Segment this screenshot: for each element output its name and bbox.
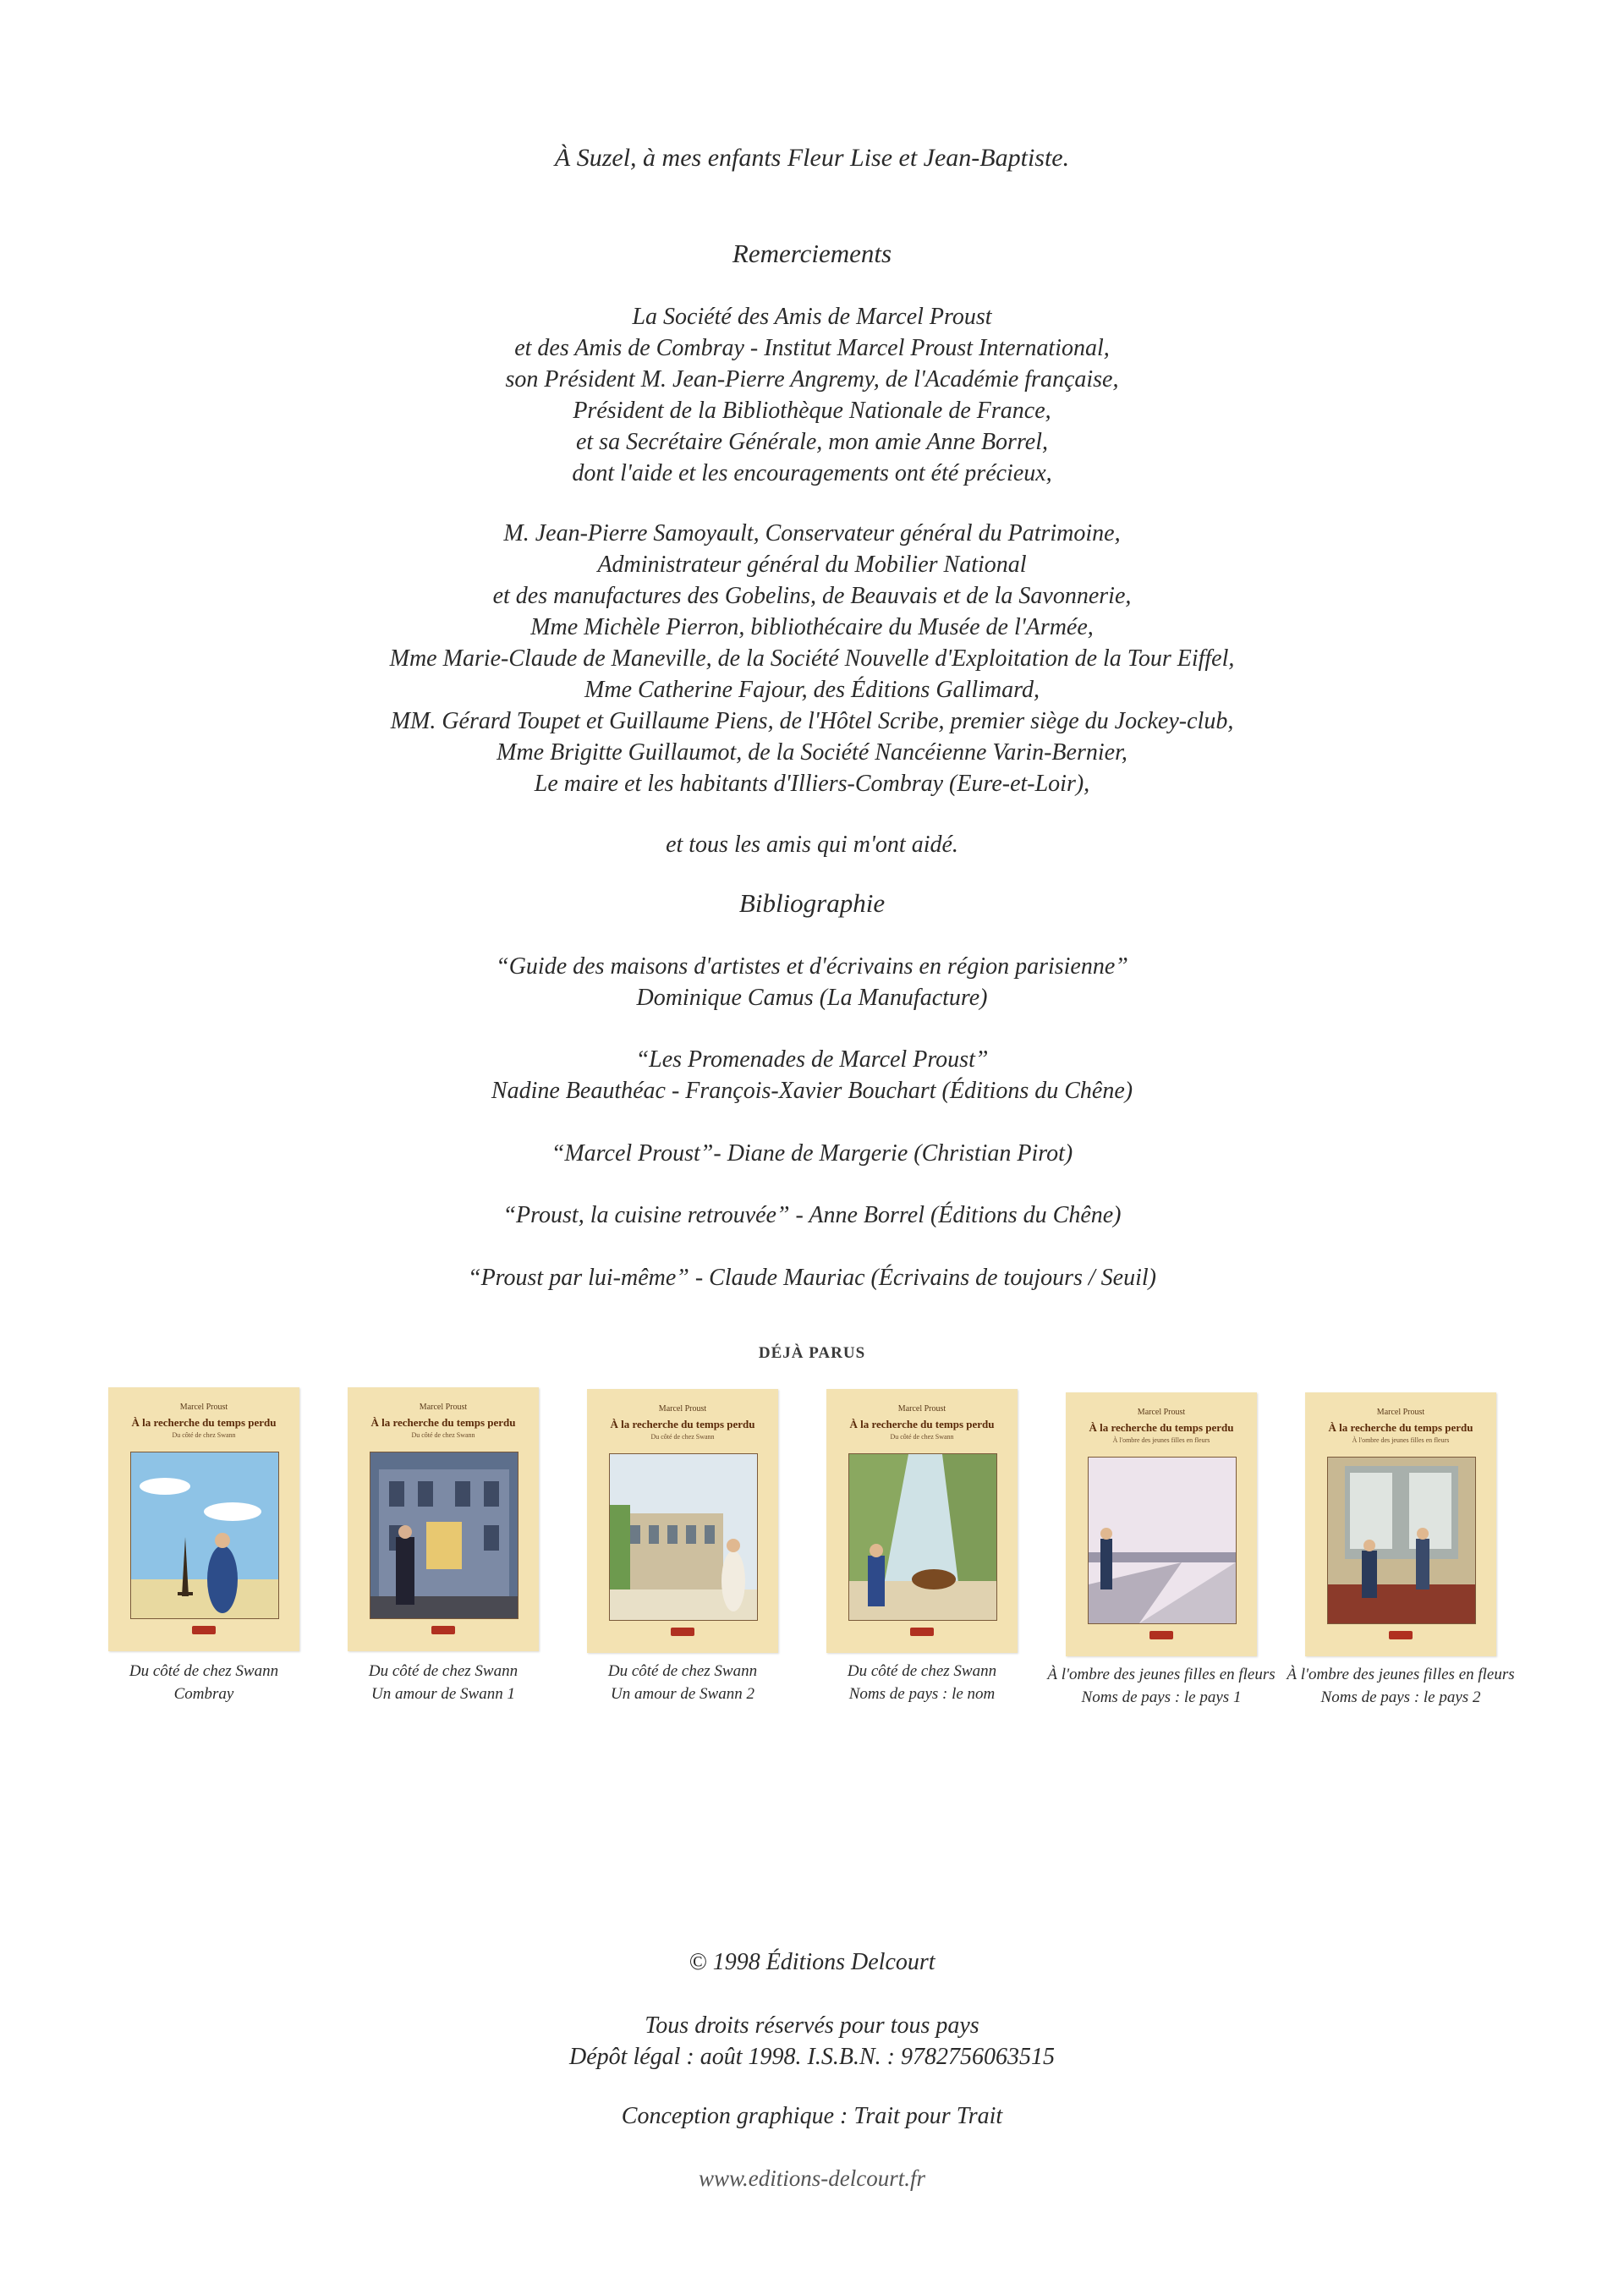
ack-line: dont l'aide et les encouragements ont été précieux,: [572, 460, 1052, 486]
bibliography-entry: [0, 1200, 1624, 1231]
book-title: Du côté de chez Swann: [847, 1662, 997, 1680]
bib-title: “Marcel Proust”- Diane de Margerie (Christian Pirot): [551, 1140, 1073, 1167]
book-cover: [348, 1387, 539, 1651]
cover-subtitle: À l'ombre des jeunes filles en fleurs: [1112, 1436, 1210, 1444]
cover-author: Marcel Proust: [419, 1403, 468, 1412]
book-cover: [1305, 1392, 1496, 1656]
cover-author: Marcel Proust: [1376, 1408, 1425, 1417]
acknowledgements-block-1: [0, 301, 1624, 489]
cover-illustration: [130, 1452, 279, 1619]
bib-title: “Proust, la cuisine retrouvée” - Anne Borrel (Éditions du Chêne): [502, 1202, 1122, 1228]
book-caption: [1271, 1663, 1530, 1709]
acknowledgements-heading: Remerciements: [732, 239, 892, 268]
publisher-logo: [1389, 1631, 1413, 1639]
copyright-notice: © 1998 Éditions Delcourt: [689, 1949, 935, 1975]
graphic-design-credit: Conception graphique : Trait pour Trait: [621, 2103, 1003, 2129]
book-title: Du côté de chez Swann: [607, 1662, 758, 1680]
cover-series: À la recherche du temps perdu: [849, 1418, 995, 1430]
cover-series: À la recherche du temps perdu: [610, 1418, 755, 1430]
bibliography-entry: [0, 951, 1624, 1013]
book-title: Du côté de chez Swann: [368, 1662, 518, 1680]
book-title: À l'ombre des jeunes filles en fleurs: [1287, 1666, 1515, 1683]
book-cover: [108, 1387, 299, 1651]
ack-line: et des manufactures des Gobelins, de Beauvais et de la Savonnerie,: [492, 583, 1132, 609]
book-subtitle: Noms de pays : le nom: [848, 1685, 996, 1703]
publisher-logo: [431, 1626, 455, 1634]
cover-subtitle: À l'ombre des jeunes filles en fleurs: [1352, 1436, 1450, 1444]
acknowledgements-closing: et tous les amis qui m'ont aidé.: [666, 832, 958, 858]
bibliography-entry: [0, 1138, 1624, 1169]
book-subtitle: Combray: [173, 1685, 234, 1703]
ack-line: Mme Marie-Claude de Maneville, de la Société Nouvelle d'Exploitation de la Tour Eiffel,: [389, 645, 1235, 672]
ack-line: La Société des Amis de Marcel Proust: [632, 304, 992, 330]
ack-line: son Président M. Jean-Pierre Angremy, de l'Académie française,: [505, 366, 1119, 393]
book-title: Du côté de chez Swann: [129, 1662, 279, 1680]
bib-title: “Guide des maisons d'artistes et d'écrivains en région parisienne”: [496, 953, 1128, 980]
cover-illustration: [1088, 1457, 1237, 1624]
ack-line: et des Amis de Combray - Institut Marcel Proust International,: [514, 335, 1110, 361]
legal-deposit-line: Dépôt légal : août 1998. I.S.B.N. : 9782756063515: [569, 2044, 1055, 2070]
publisher-logo: [1149, 1631, 1173, 1639]
already-published-label: DÉJÀ PARUS: [758, 1344, 866, 1362]
cover-illustration: [1327, 1457, 1476, 1624]
book-cover: [587, 1389, 778, 1653]
bib-author: Nadine Beauthéac - François-Xavier Bouchart (Éditions du Chêne): [491, 1078, 1133, 1104]
cover-subtitle: Du côté de chez Swann: [172, 1431, 236, 1439]
publisher-logo: [192, 1626, 216, 1634]
ack-line: Mme Catherine Fajour, des Éditions Gallimard,: [584, 677, 1040, 703]
cover-author: Marcel Proust: [897, 1404, 946, 1414]
cover-illustration: [848, 1453, 997, 1621]
bibliography-entry: [0, 1044, 1624, 1106]
ack-line: Président de la Bibliothèque Nationale de France,: [573, 398, 1051, 424]
book-subtitle: Noms de pays : le pays 2: [1320, 1688, 1481, 1706]
cover-series: À la recherche du temps perdu: [370, 1416, 516, 1429]
cover-subtitle: Du côté de chez Swann: [890, 1433, 954, 1441]
ack-line: M. Jean-Pierre Samoyault, Conservateur général du Patrimoine,: [503, 520, 1121, 546]
dedication: À Suzel, à mes enfants Fleur Lise et Jean-Baptiste.: [554, 144, 1070, 172]
book-subtitle: Un amour de Swann 1: [371, 1685, 515, 1703]
book-caption: [553, 1660, 812, 1705]
book-caption: [1032, 1663, 1291, 1709]
cover-subtitle: Du côté de chez Swann: [650, 1433, 715, 1441]
book-subtitle: Noms de pays : le pays 1: [1081, 1688, 1242, 1706]
book-cover: [1066, 1392, 1257, 1656]
cover-series: À la recherche du temps perdu: [1089, 1421, 1234, 1434]
book-caption: [74, 1660, 333, 1705]
ack-line: Mme Michèle Pierron, bibliothécaire du Musée de l'Armée,: [530, 614, 1094, 640]
bibliography-entry: [0, 1262, 1624, 1293]
book-caption: [793, 1660, 1051, 1705]
book-caption: [314, 1660, 573, 1705]
cover-illustration: [609, 1453, 758, 1621]
publisher-website: www.editions-delcourt.fr: [699, 2166, 925, 2191]
cover-author: Marcel Proust: [1137, 1408, 1186, 1417]
rights-block: [0, 2010, 1624, 2073]
ack-line: MM. Gérard Toupet et Guillaume Piens, de l'Hôtel Scribe, premier siège du Jockey-club,: [390, 708, 1234, 734]
bib-title: “Les Promenades de Marcel Proust”: [635, 1046, 989, 1073]
ack-line: Administrateur général du Mobilier National: [597, 552, 1027, 578]
cover-author: Marcel Proust: [658, 1404, 707, 1414]
book-subtitle: Un amour de Swann 2: [611, 1685, 754, 1703]
cover-series: À la recherche du temps perdu: [1328, 1421, 1473, 1434]
ack-line: et sa Secrétaire Générale, mon amie Anne Borrel,: [575, 429, 1049, 455]
ack-line: Le maire et les habitants d'Illiers-Combray (Eure-et-Loir),: [534, 771, 1090, 797]
publisher-logo: [910, 1628, 934, 1636]
bib-author: Dominique Camus (La Manufacture): [636, 985, 988, 1011]
cover-series: À la recherche du temps perdu: [131, 1416, 277, 1429]
acknowledgements-block-2: [0, 518, 1624, 799]
ack-line: Mme Brigitte Guillaumot, de la Société Nancéienne Varin-Bernier,: [497, 739, 1127, 766]
book-covers-row: [108, 1387, 1529, 1709]
bibliography-heading: Bibliographie: [738, 888, 886, 918]
publisher-logo: [671, 1628, 694, 1636]
book-title: À l'ombre des jeunes filles en fleurs: [1047, 1666, 1276, 1683]
bib-title: “Proust par lui-même” - Claude Mauriac (Écrivains de toujours / Seuil): [468, 1265, 1156, 1291]
cover-author: Marcel Proust: [179, 1403, 228, 1412]
rights-line: Tous droits réservés pour tous pays: [645, 2012, 979, 2039]
cover-illustration: [370, 1452, 518, 1619]
cover-subtitle: Du côté de chez Swann: [411, 1431, 475, 1439]
book-cover: [826, 1389, 1018, 1653]
